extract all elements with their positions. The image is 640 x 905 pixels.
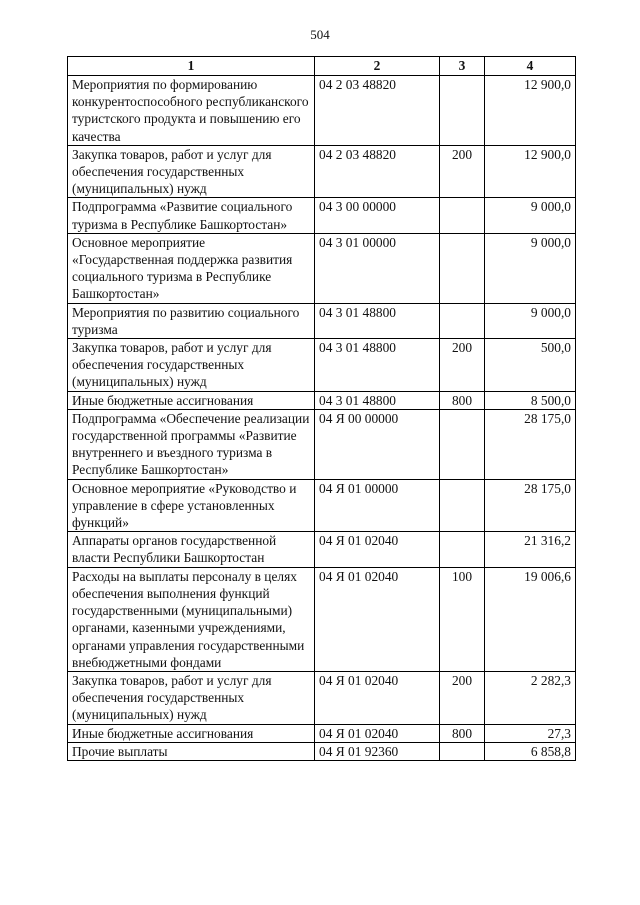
row-amount: 9 000,0 bbox=[485, 233, 576, 303]
row-name: Иные бюджетные ассигнования bbox=[68, 724, 315, 742]
row-type bbox=[440, 233, 485, 303]
row-type: 800 bbox=[440, 724, 485, 742]
row-code: 04 Я 01 02040 bbox=[315, 724, 440, 742]
table-row bbox=[68, 391, 576, 409]
row-code: 04 Я 00 00000 bbox=[315, 409, 440, 479]
header-row bbox=[68, 57, 576, 76]
row-code: 04 Я 01 02040 bbox=[315, 532, 440, 567]
row-name: Прочие выплаты bbox=[68, 742, 315, 760]
table-row bbox=[68, 76, 576, 146]
row-amount: 27,3 bbox=[485, 724, 576, 742]
column-header-code: 2 bbox=[315, 57, 440, 76]
row-code: 04 2 03 48820 bbox=[315, 76, 440, 146]
row-name: Расходы на выплаты персоналу в целях обеспечения выполнения функций государственными (муниципальными) органами, казенными учреждениями, органами управления государственными внебюджетными фондами bbox=[68, 567, 315, 671]
row-code: 04 3 00 00000 bbox=[315, 198, 440, 233]
row-amount: 8 500,0 bbox=[485, 391, 576, 409]
row-amount: 500,0 bbox=[485, 339, 576, 392]
table-row bbox=[68, 479, 576, 532]
column-header-amount: 4 bbox=[485, 57, 576, 76]
row-code: 04 Я 01 00000 bbox=[315, 479, 440, 532]
column-header-type: 3 bbox=[440, 57, 485, 76]
table-row bbox=[68, 671, 576, 724]
row-name: Подпрограмма «Развитие социального туризма в Республике Башкортостан» bbox=[68, 198, 315, 233]
row-amount: 6 858,8 bbox=[485, 742, 576, 760]
row-type bbox=[440, 303, 485, 338]
row-name: Подпрограмма «Обеспечение реализации государственной программы «Развитие внутреннего и въездного туризма в Республике Башкортостан» bbox=[68, 409, 315, 479]
row-code: 04 3 01 48800 bbox=[315, 303, 440, 338]
table-row bbox=[68, 303, 576, 338]
table-row bbox=[68, 724, 576, 742]
budget-table bbox=[67, 56, 576, 761]
table-row bbox=[68, 233, 576, 303]
row-type: 100 bbox=[440, 567, 485, 671]
row-name: Закупка товаров, работ и услуг для обеспечения государственных (муниципальных) нужд bbox=[68, 339, 315, 392]
row-name: Основное мероприятие «Руководство и управление в сфере установленных функций» bbox=[68, 479, 315, 532]
row-amount: 12 900,0 bbox=[485, 145, 576, 198]
row-type: 200 bbox=[440, 145, 485, 198]
row-type: 200 bbox=[440, 671, 485, 724]
row-code: 04 Я 01 02040 bbox=[315, 671, 440, 724]
row-code: 04 2 03 48820 bbox=[315, 145, 440, 198]
row-name: Аппараты органов государственной власти Республики Башкортостан bbox=[68, 532, 315, 567]
row-type bbox=[440, 742, 485, 760]
table-row bbox=[68, 145, 576, 198]
row-type bbox=[440, 198, 485, 233]
row-amount: 2 282,3 bbox=[485, 671, 576, 724]
row-type: 200 bbox=[440, 339, 485, 392]
row-name: Мероприятия по развитию социального туризма bbox=[68, 303, 315, 338]
row-code: 04 3 01 48800 bbox=[315, 339, 440, 392]
row-name: Закупка товаров, работ и услуг для обеспечения государственных (муниципальных) нужд bbox=[68, 671, 315, 724]
row-type bbox=[440, 479, 485, 532]
row-name: Иные бюджетные ассигнования bbox=[68, 391, 315, 409]
row-name: Закупка товаров, работ и услуг для обеспечения государственных (муниципальных) нужд bbox=[68, 145, 315, 198]
table-row bbox=[68, 567, 576, 671]
table-row bbox=[68, 339, 576, 392]
row-amount: 28 175,0 bbox=[485, 479, 576, 532]
row-name: Мероприятия по формированию конкурентоспособного республиканского туристского продукта и повышению его качества bbox=[68, 76, 315, 146]
row-amount: 9 000,0 bbox=[485, 303, 576, 338]
page-number: 504 bbox=[310, 27, 330, 42]
row-code: 04 Я 01 02040 bbox=[315, 567, 440, 671]
row-type bbox=[440, 76, 485, 146]
column-header-name: 1 bbox=[68, 57, 315, 76]
row-name: Основное мероприятие «Государственная поддержка развития социального туризма в Республике Башкортостан» bbox=[68, 233, 315, 303]
table-row bbox=[68, 742, 576, 760]
row-amount: 21 316,2 bbox=[485, 532, 576, 567]
row-code: 04 3 01 00000 bbox=[315, 233, 440, 303]
row-code: 04 3 01 48800 bbox=[315, 391, 440, 409]
table-row bbox=[68, 198, 576, 233]
row-code: 04 Я 01 92360 bbox=[315, 742, 440, 760]
row-type: 800 bbox=[440, 391, 485, 409]
row-amount: 28 175,0 bbox=[485, 409, 576, 479]
table-row bbox=[68, 409, 576, 479]
row-type bbox=[440, 532, 485, 567]
row-amount: 9 000,0 bbox=[485, 198, 576, 233]
table-row bbox=[68, 532, 576, 567]
row-type bbox=[440, 409, 485, 479]
row-amount: 12 900,0 bbox=[485, 76, 576, 146]
row-amount: 19 006,6 bbox=[485, 567, 576, 671]
